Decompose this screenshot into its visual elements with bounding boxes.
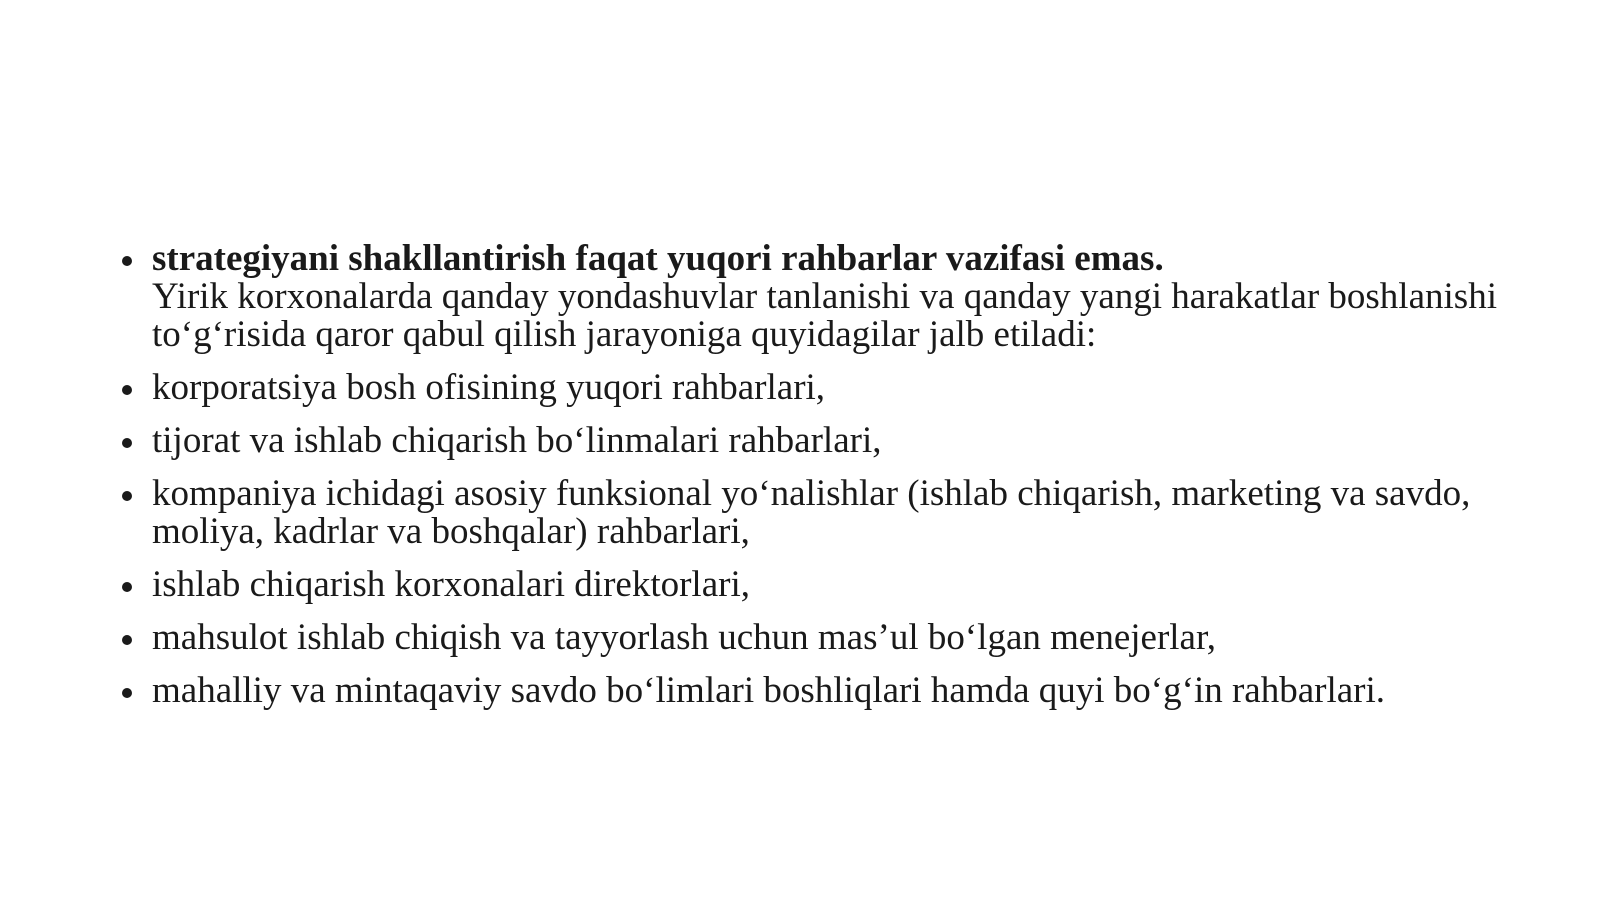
bullet-item — [122, 566, 1522, 604]
bullet-text: korporatsiya bosh ofisining yuqori rahbarlari, — [152, 367, 826, 408]
bullet-dot-icon — [122, 688, 132, 698]
bullet-heading: strategiyani shakllantirish faqat yuqori rahbarlar vazifasi emas. — [152, 238, 1164, 279]
bullet-item — [122, 619, 1522, 657]
bullet-item — [122, 422, 1522, 460]
bullet-text: mahalliy va mintaqaviy savdo bo‘limlari boshliqlari hamda quyi bo‘g‘in rahbarlari. — [152, 670, 1386, 711]
bullet-text: kompaniya ichidagi asosiy funksional yo‘nalishlar (ishlab chiqarish, marketing va savdo, moliya, kadrlar va boshqalar) rahbarlari, — [152, 473, 1471, 552]
bullet-text: tijorat va ishlab chiqarish bo‘linmalari rahbarlari, — [152, 420, 882, 461]
bullet-dot-icon — [122, 385, 132, 395]
bullet-item — [122, 240, 1522, 354]
bullet-text: Yirik korxonalarda qanday yondashuvlar tanlanishi va qanday yangi harakatlar boshlanishi to‘g‘risida qaror qabul qilish jarayoniga quyidagilar jalb etiladi: — [152, 276, 1497, 355]
bullet-dot-icon — [122, 438, 132, 448]
bullet-item — [122, 369, 1522, 407]
bullet-dot-icon — [122, 582, 132, 592]
bullet-text: mahsulot ishlab chiqish va tayyorlash uchun mas’ul bo‘lgan menejerlar, — [152, 617, 1217, 658]
bullet-text: ishlab chiqarish korxonalari direktorlari, — [152, 564, 750, 605]
slide-content — [122, 240, 1522, 725]
bullet-list — [122, 240, 1522, 710]
bullet-dot-icon — [122, 256, 132, 266]
bullet-item — [122, 475, 1522, 551]
bullet-dot-icon — [122, 635, 132, 645]
bullet-dot-icon — [122, 491, 132, 501]
bullet-item — [122, 672, 1522, 710]
